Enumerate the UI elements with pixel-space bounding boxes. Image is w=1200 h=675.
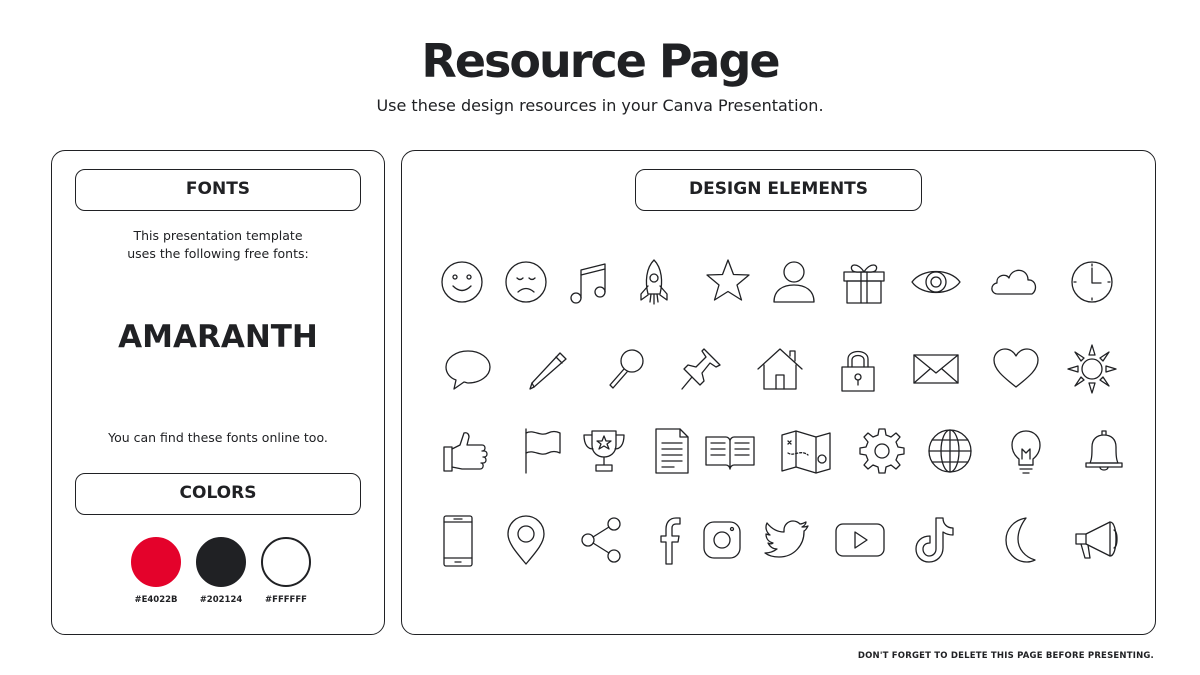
- tiktok-icon: [908, 512, 964, 568]
- speech-bubble-icon: [440, 341, 496, 397]
- share-icon: [574, 512, 630, 568]
- rocket-icon: [626, 254, 682, 310]
- eye-icon: [908, 254, 964, 310]
- fonts-colors-panel: [51, 150, 385, 635]
- open-book-icon: [702, 423, 758, 479]
- smartphone-icon: [430, 512, 486, 568]
- magnifying-glass-icon: [598, 341, 654, 397]
- fonts-note: You can find these fonts online too.: [108, 430, 328, 445]
- color-swatch-circle: [261, 537, 311, 587]
- color-swatch: [261, 537, 311, 605]
- gear-icon: [854, 423, 910, 479]
- flag-icon: [514, 423, 570, 479]
- padlock-icon: [830, 341, 886, 397]
- design-elements-panel: [401, 150, 1156, 635]
- smiley-face-icon: [434, 254, 490, 310]
- color-swatch-circle: [131, 537, 181, 587]
- fonts-description-line-2: uses the following free fonts:: [127, 246, 309, 261]
- color-swatch-circle: [196, 537, 246, 587]
- heart-icon: [988, 341, 1044, 397]
- twitter-icon: [760, 512, 816, 568]
- page-subtitle: Use these design resources in your Canva Presentation.: [376, 96, 824, 115]
- font-name: AMARANTH: [118, 319, 318, 355]
- youtube-icon: [832, 512, 888, 568]
- color-swatch-label: #E4022B: [134, 595, 178, 605]
- map-icon: [778, 423, 834, 479]
- envelope-icon: [908, 341, 964, 397]
- fonts-description-line-1: This presentation template: [133, 228, 303, 243]
- design-elements-heading: DESIGN ELEMENTS: [635, 169, 922, 211]
- megaphone-icon: [1070, 512, 1126, 568]
- color-swatch-label: #202124: [199, 595, 243, 605]
- crescent-moon-icon: [992, 512, 1048, 568]
- color-swatches: [52, 537, 384, 617]
- lightbulb-icon: [998, 423, 1054, 479]
- footer-note: DON'T FORGET TO DELETE THIS PAGE BEFORE PRESENTING.: [857, 651, 1154, 661]
- colors-heading: COLORS: [75, 473, 361, 515]
- user-icon: [766, 254, 822, 310]
- fonts-description: [52, 227, 384, 263]
- music-note-icon: [562, 254, 618, 310]
- cloud-icon: [986, 254, 1042, 310]
- color-swatch: [131, 537, 181, 605]
- gift-icon: [836, 254, 892, 310]
- clock-icon: [1064, 254, 1120, 310]
- instagram-icon: [694, 512, 750, 568]
- facebook-icon: [642, 512, 698, 568]
- location-pin-icon: [498, 512, 554, 568]
- trophy-icon: [576, 423, 632, 479]
- house-icon: [752, 341, 808, 397]
- thumbs-up-icon: [438, 423, 494, 479]
- sun-icon: [1064, 341, 1120, 397]
- sad-face-icon: [498, 254, 554, 310]
- push-pin-icon: [674, 341, 730, 397]
- fonts-heading: FONTS: [75, 169, 361, 211]
- color-swatch: [196, 537, 246, 605]
- page-title: Resource Page: [421, 34, 779, 88]
- bell-icon: [1076, 423, 1132, 479]
- star-icon: [700, 254, 756, 310]
- pencil-icon: [520, 341, 576, 397]
- document-icon: [644, 423, 700, 479]
- globe-icon: [922, 423, 978, 479]
- color-swatch-label: #FFFFFF: [265, 595, 307, 605]
